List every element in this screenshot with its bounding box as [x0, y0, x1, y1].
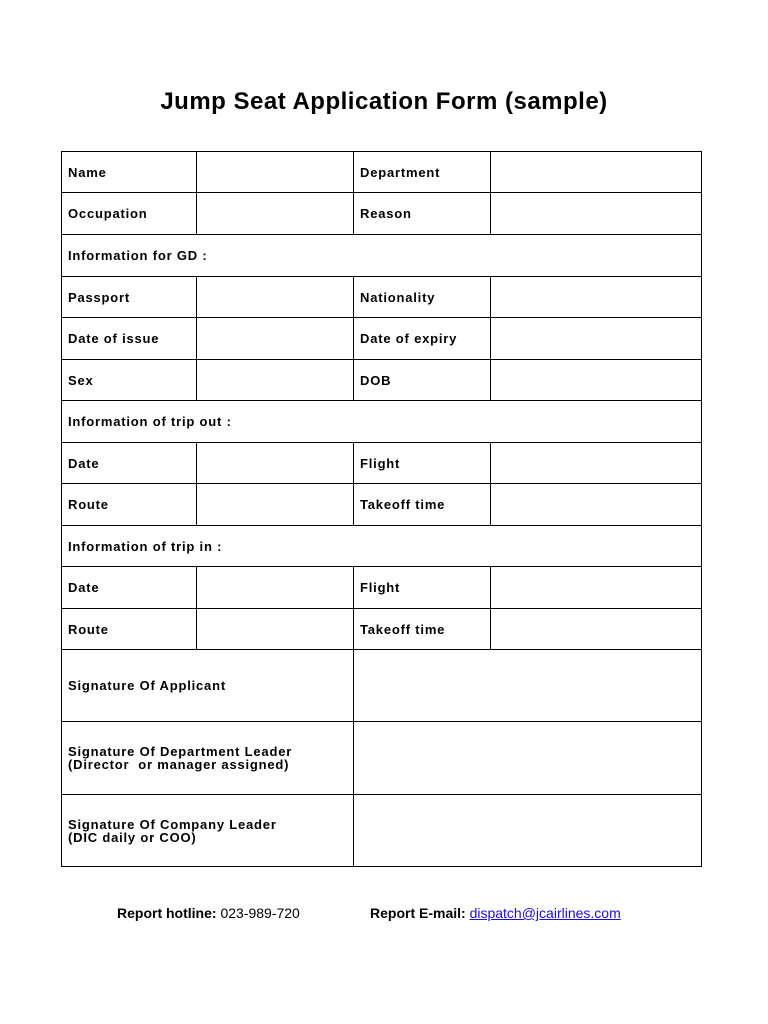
signature-dept-leader-cell — [62, 722, 354, 795]
trip-out-flight-field[interactable] — [491, 443, 702, 484]
signature-company-leader-label: Signature Of Company Leader — [68, 816, 277, 832]
date-of-issue-field[interactable] — [197, 318, 354, 360]
table-row — [62, 443, 702, 484]
table-row — [62, 609, 702, 650]
dob-field[interactable] — [491, 360, 702, 401]
trip-in-route-label: Route — [62, 609, 197, 650]
trip-out-route-label: Route — [62, 484, 197, 526]
nationality-field[interactable] — [491, 277, 702, 318]
reason-label: Reason — [354, 193, 491, 235]
name-label: Name — [62, 152, 197, 193]
nationality-label: Nationality — [354, 277, 491, 318]
report-hotline — [117, 905, 300, 921]
trip-out-takeoff-field[interactable] — [491, 484, 702, 526]
report-email — [370, 905, 621, 921]
table-row — [62, 152, 702, 193]
page-title: Jump Seat Application Form (sample) — [160, 88, 608, 115]
date-of-expiry-field[interactable] — [491, 318, 702, 360]
trip-in-date-label: Date — [62, 567, 197, 609]
date-of-issue-label: Date of issue — [62, 318, 197, 360]
date-of-expiry-label: Date of expiry — [354, 318, 491, 360]
signature-company-leader-cell — [62, 795, 354, 867]
trip-out-route-field[interactable] — [197, 484, 354, 526]
table-row — [62, 360, 702, 401]
email-label: Report E-mail: — [370, 905, 466, 921]
table-row — [62, 277, 702, 318]
table-row — [62, 722, 702, 795]
table-row — [62, 484, 702, 526]
passport-field[interactable] — [197, 277, 354, 318]
table-row — [62, 193, 702, 235]
section-header-trip-in: Information of trip in : — [62, 526, 702, 567]
passport-label: Passport — [62, 277, 197, 318]
section-header-gd: Information for GD : — [62, 235, 702, 277]
trip-in-takeoff-label: Takeoff time — [354, 609, 491, 650]
table-row — [62, 401, 702, 443]
signature-company-leader-note: (DIC daily or COO) — [68, 829, 197, 845]
section-header-trip-out: Information of trip out : — [62, 401, 702, 443]
table-row — [62, 567, 702, 609]
signature-company-leader-field[interactable] — [354, 795, 702, 867]
hotline-value: 023-989-720 — [220, 905, 300, 921]
dob-label: DOB — [354, 360, 491, 401]
trip-in-date-field[interactable] — [197, 567, 354, 609]
trip-out-flight-label: Flight — [354, 443, 491, 484]
trip-out-date-label: Date — [62, 443, 197, 484]
table-row — [62, 318, 702, 360]
table-row — [62, 235, 702, 277]
signature-dept-leader-label: Signature Of Department Leader — [68, 744, 293, 759]
table-row — [62, 526, 702, 567]
hotline-label: Report hotline: — [117, 905, 217, 921]
reason-field[interactable] — [491, 193, 702, 235]
name-field[interactable] — [197, 152, 354, 193]
sex-field[interactable] — [197, 360, 354, 401]
trip-out-takeoff-label: Takeoff time — [354, 484, 491, 526]
signature-applicant-field[interactable] — [354, 650, 702, 722]
email-link[interactable]: dispatch@jcairlines.com — [469, 905, 621, 921]
occupation-field[interactable] — [197, 193, 354, 235]
department-label: Department — [354, 152, 491, 193]
trip-in-route-field[interactable] — [197, 609, 354, 650]
signature-applicant-label: Signature Of Applicant — [62, 650, 354, 722]
table-row — [62, 650, 702, 722]
department-field[interactable] — [491, 152, 702, 193]
trip-in-flight-label: Flight — [354, 567, 491, 609]
trip-in-takeoff-field[interactable] — [491, 609, 702, 650]
table-row — [62, 795, 702, 867]
trip-out-date-field[interactable] — [197, 443, 354, 484]
application-form-table — [61, 151, 702, 867]
sex-label: Sex — [62, 360, 197, 401]
occupation-label: Occupation — [62, 193, 197, 235]
trip-in-flight-field[interactable] — [491, 567, 702, 609]
signature-dept-leader-field[interactable] — [354, 722, 702, 795]
signature-dept-leader-note: (Director or manager assigned) — [68, 757, 290, 772]
